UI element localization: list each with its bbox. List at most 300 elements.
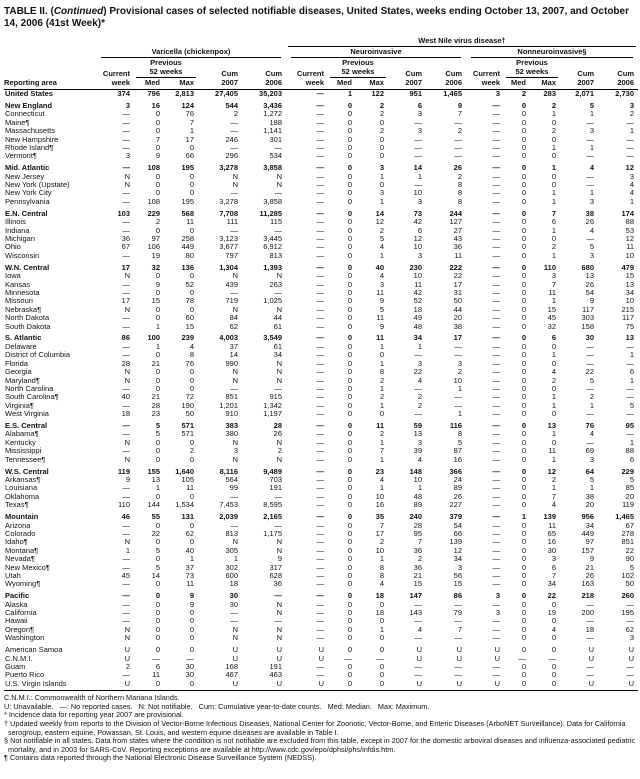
value-cell: N: [276, 546, 282, 555]
value-cell: 80: [185, 251, 194, 260]
value-cell: —: [230, 617, 238, 626]
value-cell: 15: [151, 297, 160, 306]
value-cell: N: [276, 368, 282, 377]
value-cell: 0: [347, 521, 352, 530]
value-cell: 1: [417, 484, 422, 493]
value-cell: —: [316, 243, 324, 252]
value-cell: —: [122, 401, 130, 410]
value-cell: 0: [521, 538, 526, 547]
value-cell: 0: [347, 492, 352, 501]
value-cell: —: [230, 118, 238, 127]
value-cell: 5: [155, 546, 160, 555]
value-cell: 195: [181, 197, 194, 206]
reporting-area-cell: Pacific: [5, 592, 30, 601]
value-cell: —: [414, 384, 422, 393]
value-cell: 4: [551, 625, 556, 634]
value-cell: 2,165: [263, 513, 282, 522]
value-cell: —: [626, 384, 635, 393]
value-cell: 16: [547, 538, 556, 547]
table-row: [4, 447, 638, 455]
reporting-area-cell: Colorado: [5, 529, 36, 538]
value-cell: —: [492, 384, 500, 393]
col-header-previous: Previous: [516, 58, 548, 67]
value-cell: 12: [413, 235, 422, 243]
value-cell: 31: [453, 288, 462, 297]
value-cell: 87: [453, 447, 462, 456]
value-cell: U: [232, 646, 238, 655]
value-cell: —: [492, 322, 500, 331]
value-cell: 1: [551, 251, 556, 260]
value-cell: 40: [375, 263, 384, 272]
value-cell: 0: [379, 634, 384, 643]
table-row: [4, 181, 638, 189]
value-cell: —: [454, 135, 462, 144]
value-cell: 6: [551, 218, 556, 227]
table-row: [4, 476, 638, 484]
value-cell: —: [316, 492, 324, 501]
value-cell: 956: [581, 513, 594, 522]
value-cell: —: [274, 384, 282, 393]
value-cell: 2: [379, 538, 384, 547]
value-cell: 148: [409, 467, 422, 476]
value-cell: 12: [625, 235, 635, 243]
value-cell: —: [230, 609, 238, 618]
value-cell: 18: [375, 592, 384, 601]
value-cell: U: [466, 680, 504, 691]
value-cell: 2,730: [615, 89, 635, 98]
value-cell: 20: [625, 492, 635, 501]
value-cell: 0: [155, 455, 160, 464]
value-cell: —: [152, 654, 160, 663]
col-header-current: Current: [296, 69, 324, 78]
value-cell: 0: [347, 164, 352, 173]
value-cell: 9: [277, 555, 282, 564]
value-cell: 0: [347, 118, 352, 127]
value-cell: —: [122, 555, 130, 564]
value-cell: 0: [347, 263, 352, 272]
reporting-area-cell: Rhode Island¶: [5, 143, 54, 152]
value-cell: 2: [551, 101, 556, 110]
value-cell: —: [492, 235, 500, 243]
value-cell: U: [494, 654, 500, 663]
value-cell: 3,278: [219, 197, 238, 206]
table-row: [4, 235, 638, 243]
value-cell: 22: [413, 368, 422, 377]
value-cell: 0: [379, 351, 384, 360]
value-cell: —: [492, 625, 500, 634]
value-cell: —: [414, 410, 422, 419]
reporting-area-cell: Massachusetts: [5, 127, 56, 136]
value-cell: N: [276, 600, 282, 609]
col-header-med: Med: [134, 78, 164, 90]
value-cell: —: [492, 438, 500, 447]
value-cell: 122: [371, 89, 384, 98]
reporting-area-cell: United States: [5, 89, 53, 98]
value-cell: 0: [155, 634, 160, 643]
value-cell: N: [232, 305, 238, 314]
value-cell: 680: [581, 263, 594, 272]
value-cell: —: [626, 600, 635, 609]
value-cell: 3,123: [219, 235, 238, 243]
value-cell: 157: [581, 546, 594, 555]
header-spacer: [388, 58, 426, 67]
value-cell: 4: [551, 368, 556, 377]
value-cell: 34: [413, 334, 422, 343]
value-cell: 0: [155, 625, 160, 634]
value-cell: 0: [521, 609, 526, 618]
header-spacer: [242, 58, 286, 67]
value-cell: N: [276, 181, 282, 190]
value-cell: 11: [548, 288, 556, 297]
value-cell: 85: [625, 484, 635, 493]
value-cell: 5: [629, 475, 635, 484]
value-cell: —: [586, 181, 594, 190]
reporting-area-cell: Ohio: [5, 243, 21, 252]
value-cell: 9: [457, 101, 462, 110]
reporting-area-cell: New York (Upstate): [5, 181, 70, 190]
value-cell: 16: [375, 501, 384, 510]
value-cell: 1: [551, 430, 556, 439]
value-cell: 18: [375, 609, 384, 618]
value-cell: 0: [521, 546, 526, 555]
value-cell: —: [274, 226, 282, 235]
value-cell: 18: [413, 305, 422, 314]
value-cell: 3: [457, 359, 462, 368]
value-cell: —: [230, 226, 238, 235]
value-cell: 48: [413, 322, 422, 331]
value-cell: 174: [621, 209, 635, 218]
table-row: [4, 264, 638, 272]
value-cell: 4: [629, 181, 635, 190]
value-cell: U: [276, 646, 282, 655]
value-cell: 3: [379, 280, 384, 289]
value-cell: 0: [347, 438, 352, 447]
value-cell: 0: [347, 101, 352, 110]
value-cell: 0: [379, 671, 384, 680]
table-row: [4, 306, 638, 314]
value-cell: 18: [121, 410, 130, 419]
value-cell: 0: [347, 401, 352, 410]
value-cell: N: [276, 438, 282, 447]
value-cell: 0: [521, 501, 526, 510]
value-cell: 190: [181, 401, 194, 410]
value-cell: 1,141: [263, 127, 282, 136]
value-cell: 20: [453, 314, 462, 323]
value-cell: 0: [379, 143, 384, 152]
value-cell: 28: [413, 521, 422, 530]
value-cell: 6,912: [263, 243, 282, 252]
value-cell: —: [122, 226, 130, 235]
table-row: [4, 102, 638, 110]
value-cell: —: [316, 251, 324, 260]
reporting-area-cell: Maryland¶: [5, 376, 40, 385]
value-cell: 3: [417, 197, 422, 206]
value-cell: —: [316, 235, 324, 243]
value-cell: 106: [147, 243, 160, 252]
table-row: [4, 368, 638, 376]
value-cell: 0: [521, 118, 526, 127]
value-cell: 1: [379, 197, 384, 206]
reporting-area-cell: Montana¶: [5, 546, 39, 555]
value-cell: —: [230, 384, 238, 393]
value-cell: 0: [347, 447, 352, 456]
value-cell: —: [316, 521, 324, 530]
value-cell: 12: [453, 546, 462, 555]
header-spacer: [198, 58, 242, 67]
value-cell: —: [122, 351, 130, 360]
value-cell: 26: [585, 280, 594, 289]
value-cell: 3: [495, 592, 500, 601]
value-cell: —: [274, 288, 282, 297]
value-cell: 84: [229, 314, 238, 323]
value-cell: 10: [453, 376, 462, 385]
footnote: U: Unavailable. —: No reported cases. N: Not notifiable. Cum: Cumulative year-to-date counts. Med: Median. Max: Maximum.: [4, 701, 430, 711]
value-cell: 0: [521, 181, 526, 190]
table-row: [4, 617, 638, 625]
value-cell: 3: [379, 164, 384, 173]
value-cell: 44: [273, 314, 282, 323]
value-cell: 0: [379, 600, 384, 609]
value-cell: 191: [269, 484, 282, 493]
value-cell: —: [316, 609, 324, 618]
value-cell: 1: [551, 110, 556, 119]
value-cell: 0: [521, 410, 526, 419]
value-cell: —: [626, 617, 635, 626]
value-cell: 37: [229, 342, 238, 351]
col-header-max: Max: [356, 78, 388, 90]
value-cell: 19: [547, 609, 556, 618]
header-spacer: [96, 36, 286, 47]
value-cell: 10: [413, 243, 422, 252]
value-cell: —: [316, 475, 324, 484]
value-cell: 139: [543, 513, 556, 522]
value-cell: 14: [413, 164, 422, 173]
value-cell: 102: [621, 571, 635, 580]
value-cell: 32: [151, 263, 160, 272]
footnote: C.N.M.I.: Commonwealth of Northern Mariana Islands.: [4, 693, 180, 703]
value-cell: 0: [347, 314, 352, 323]
reporting-area-cell: Alabama¶: [5, 430, 39, 439]
table-row: [4, 351, 638, 359]
value-cell: 0: [155, 580, 160, 589]
value-cell: 0: [551, 152, 556, 161]
value-cell: 1,201: [219, 401, 238, 410]
value-cell: 851: [225, 393, 238, 402]
value-cell: 0: [189, 376, 194, 385]
value-cell: 0: [551, 342, 556, 351]
value-cell: 17: [185, 135, 194, 144]
reporting-area-cell: Hawaii: [5, 617, 28, 626]
value-cell: 155: [147, 467, 160, 476]
value-cell: —: [492, 368, 500, 377]
value-cell: 449: [581, 529, 594, 538]
value-cell: —: [586, 617, 594, 626]
value-cell: 0: [155, 272, 160, 281]
value-cell: —: [316, 422, 324, 431]
value-cell: 42: [413, 218, 422, 227]
table-row: [4, 564, 638, 572]
value-cell: 0: [155, 447, 160, 456]
col-header-previous: Previous: [342, 58, 374, 67]
value-cell: 2: [521, 89, 526, 98]
value-cell: 3: [379, 189, 384, 198]
table-row: [4, 634, 638, 642]
value-cell: 7: [417, 538, 422, 547]
table-row: [4, 243, 638, 251]
value-cell: 1: [379, 555, 384, 564]
table-row: [4, 422, 638, 430]
value-cell: 2: [417, 401, 422, 410]
value-cell: 0: [521, 563, 526, 572]
value-cell: 89: [413, 501, 422, 510]
value-cell: —: [492, 280, 500, 289]
value-cell: 3: [233, 447, 238, 456]
value-cell: 544: [225, 101, 238, 110]
value-cell: 7: [457, 110, 462, 119]
value-cell: 0: [521, 218, 526, 227]
value-cell: 8: [457, 189, 462, 198]
value-cell: 143: [409, 609, 422, 618]
value-cell: 62: [185, 529, 194, 538]
value-cell: 36: [413, 546, 422, 555]
reporting-area-cell: Wisconsin: [5, 251, 40, 260]
value-cell: 703: [269, 475, 282, 484]
value-cell: 35: [375, 513, 384, 522]
value-cell: 4: [379, 580, 384, 589]
value-cell: 90: [625, 555, 635, 564]
value-cell: 7,708: [219, 209, 238, 218]
value-cell: 2: [551, 127, 556, 136]
table-row: [4, 547, 638, 555]
value-cell: 0: [155, 110, 160, 119]
value-cell: 11: [626, 243, 635, 252]
value-cell: 0: [189, 181, 194, 190]
value-cell: 13: [625, 334, 635, 343]
value-cell: 9: [379, 322, 384, 331]
value-cell: —: [230, 288, 238, 297]
value-cell: 7: [379, 521, 384, 530]
value-cell: 317: [269, 563, 282, 572]
table-row: [4, 198, 638, 206]
value-cell: 30: [585, 334, 594, 343]
value-cell: 0: [379, 646, 384, 655]
value-cell: 10: [375, 492, 384, 501]
value-cell: 1,393: [263, 263, 282, 272]
value-cell: 0: [328, 680, 356, 691]
table-row: [4, 393, 638, 401]
value-cell: 35,203: [259, 89, 282, 98]
value-cell: 127: [449, 218, 462, 227]
value-cell: 136: [181, 263, 194, 272]
col-header-cum: Cum: [405, 69, 422, 78]
table-row: [4, 468, 638, 476]
col-header-2006: 2006: [426, 78, 466, 90]
value-cell: 14: [375, 209, 384, 218]
value-cell: —: [316, 189, 324, 198]
value-cell: 239: [181, 334, 194, 343]
value-cell: 0: [551, 634, 556, 643]
value-cell: 0: [155, 368, 160, 377]
value-cell: 1: [629, 376, 635, 385]
value-cell: 0: [347, 430, 352, 439]
value-cell: —: [492, 135, 500, 144]
value-cell: —: [492, 218, 500, 227]
value-cell: 0: [189, 272, 194, 281]
value-cell: 1,465: [615, 513, 635, 522]
value-cell: 0: [155, 376, 160, 385]
value-cell: —: [492, 475, 500, 484]
value-cell: 8: [379, 563, 384, 572]
value-cell: 3,677: [219, 243, 238, 252]
reporting-area-cell: Puerto Rico: [5, 671, 45, 680]
value-cell: 18: [229, 580, 238, 589]
value-cell: 4: [589, 226, 594, 235]
value-cell: U: [232, 654, 238, 663]
value-cell: 67: [625, 521, 635, 530]
value-cell: —: [492, 617, 500, 626]
value-cell: —: [626, 135, 635, 144]
value-cell: 66: [453, 529, 462, 538]
value-cell: 15: [547, 305, 556, 314]
col-header-2007: 2007: [388, 78, 426, 90]
value-cell: 0: [521, 189, 526, 198]
value-cell: —: [548, 654, 556, 663]
value-cell: —: [274, 617, 282, 626]
value-cell: —: [230, 189, 238, 198]
value-cell: —: [316, 467, 324, 476]
table-row: [4, 555, 638, 563]
value-cell: 463: [269, 671, 282, 680]
value-cell: 27,405: [215, 89, 238, 98]
value-cell: 26: [453, 164, 462, 173]
value-cell: 5: [629, 401, 635, 410]
value-cell: 1: [551, 189, 556, 198]
value-cell: 69: [585, 447, 594, 456]
value-cell: —: [122, 580, 130, 589]
value-cell: 0: [551, 384, 556, 393]
value-cell: 0: [347, 351, 352, 360]
value-cell: —: [492, 272, 500, 281]
value-cell: 34: [547, 580, 556, 589]
value-cell: 7: [551, 571, 556, 580]
value-cell: —: [626, 663, 635, 671]
value-cell: 0: [551, 600, 556, 609]
value-cell: 240: [409, 513, 422, 522]
reporting-area-cell: North Carolina: [5, 384, 54, 393]
value-cell: N: [124, 181, 130, 190]
value-cell: 0: [347, 646, 352, 655]
value-cell: 278: [621, 529, 635, 538]
value-cell: 0: [379, 617, 384, 626]
value-cell: —: [122, 143, 130, 152]
header-spacer: [560, 58, 598, 67]
value-cell: 22: [547, 592, 556, 601]
value-cell: —: [316, 272, 324, 281]
value-cell: 4,003: [219, 334, 238, 343]
value-cell: 0: [521, 334, 526, 343]
value-cell: 0: [155, 127, 160, 136]
value-cell: 1,640: [175, 467, 194, 476]
col-header-previous: Previous: [150, 58, 182, 67]
value-cell: —: [122, 484, 130, 493]
value-cell: 0: [347, 297, 352, 306]
reporting-area-cell: Arizona: [5, 521, 31, 530]
value-cell: 79: [453, 609, 462, 618]
value-cell: U: [560, 680, 598, 691]
value-cell: 86: [121, 334, 130, 343]
value-cell: 111: [226, 218, 238, 227]
table-row: [4, 609, 638, 617]
